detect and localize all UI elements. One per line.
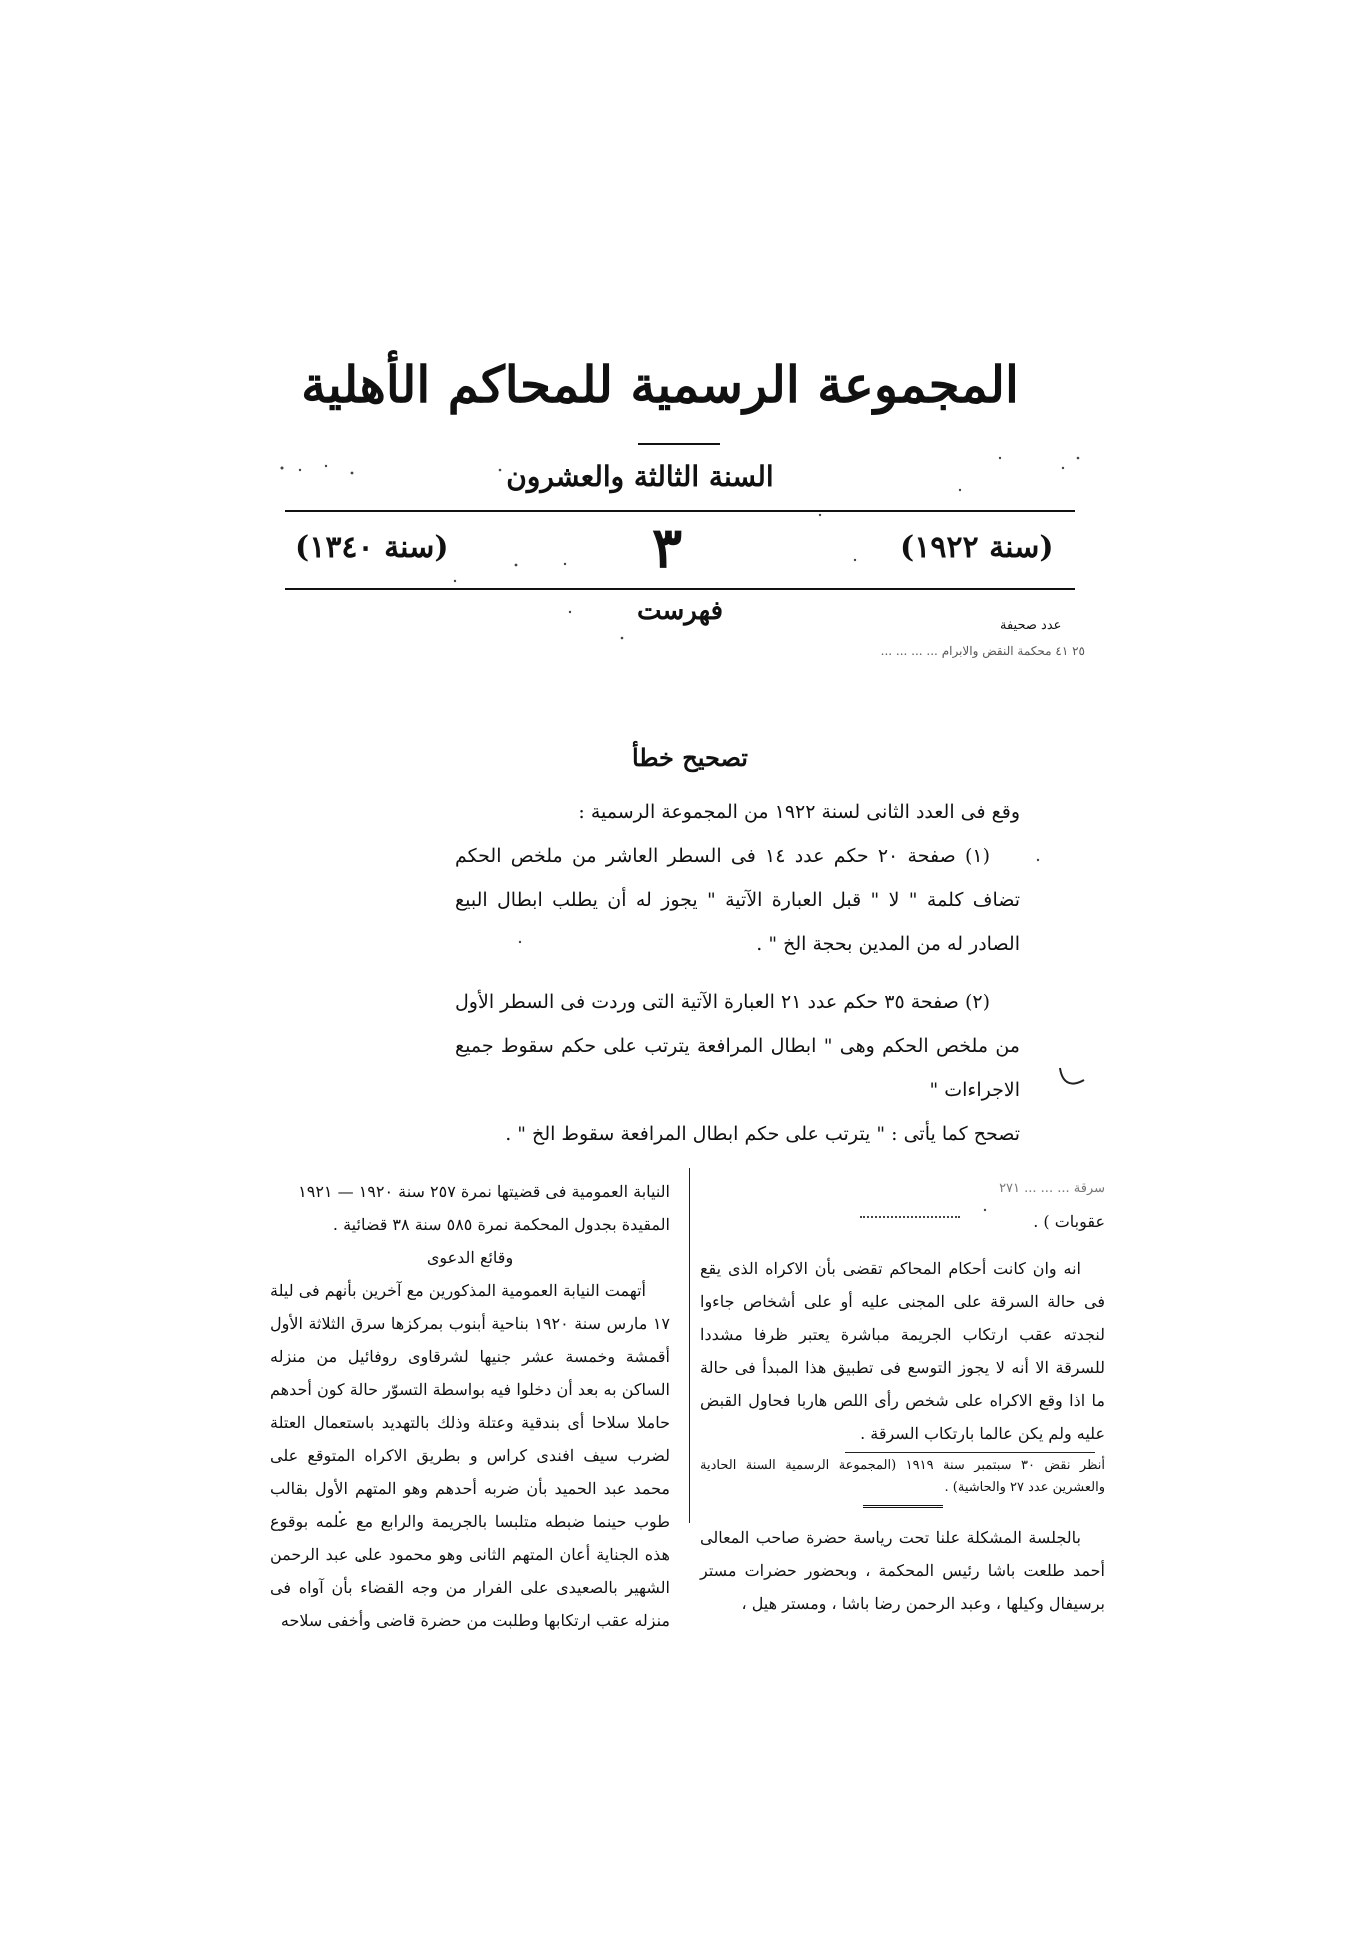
case-facts-paragraph: أتهمت النيابة العمومية المذكورين مع آخرين بأنهم فى ليلة ١٧ مارس سنة ١٩٢٠ بناحية أبنوب بمركزها سرق الثلاثة الأول أقمشة وخمسة عشر جنيها لشرقاوى روفائيل من منزله الساكن به بعد أن دخلوا فيه بواسطة التسوّر حالة كون أحدهم حاملا سلاحا أى بندقية وعتلة وذلك بالتهديد باستعمال العتلة لضرب سيف افندى كراس و بطريق الاكراه المتوقع على محمد عبد الحميد بأن ضربه أحدهم وهو المتهم الأول بقالب طوب حينما ضبطه متلبسا بالجريمة والرابع مع علمه بوقوع هذه الجناية أعان المتهم الثانى وهو محمود على عبد الرحمن الشهير بالصعيدى على الفرار من وجه القضاء بأن آواه فى منزله عقب ارتكابها وطلبت من حضرة قاضى وأخفى سلاحه xyxy=(270,1281,670,1630)
erratum-item-1: (١) صفحة ٢٠ حكم عدد ١٤ فى السطر العاشر من ملخص الحكم تضاف كلمة " لا " قبل العبارة الآتية " يجوز له أن يطلب ابطال البيع الصادر له من المدين بحجة الخ " . xyxy=(455,845,1020,955)
year-hijri: (سنة ١٣٤٠) xyxy=(295,530,449,565)
case-reference-line-2: المقيدة بجدول المحكمة نمرة ٥٨٥ سنة ٣٨ قضائية . xyxy=(332,1215,670,1234)
section-heading: وقائع الدعوى xyxy=(426,1248,514,1267)
year-gregorian: (سنة ١٩٢٢) xyxy=(900,530,1054,565)
footnote-rule xyxy=(845,1452,1095,1453)
judgment-summary: انه وان كانت أحكام المحاكم تقضى بأن الاكراه الذى يقع فى حالة السرقة على المجنى عليه أو على أشخاص جاءوا لنجدته عقب ارتكاب الجريمة مباشرة يعتبر ظرفا مشددا للسرقة الا أنه لا يجوز التوسع فى تطبيق هذا المبدأ فى حالة ما اذا وقع الاكراه على شخص رأى اللص هاربا فحاول القبض عليه ولم يكن عالما بارتكاب السرقة . xyxy=(700,1259,1105,1443)
erratum-title: تصحيح خطأ xyxy=(632,743,748,772)
erratum-item-2-fix: تصحح كما يأتى : " يترتب على حكم ابطال المرافعة سقوط الخ " . xyxy=(505,1123,1020,1145)
erratum-body xyxy=(455,790,1020,1156)
index-column-labels: عدد صحيفة xyxy=(1000,618,1062,633)
handwritten-mark xyxy=(1052,1058,1092,1098)
right-line-0: عقوبات ) . xyxy=(1033,1212,1105,1231)
right-column xyxy=(700,1172,1105,1620)
page-title: المجموعة الرسمية للمحاكم الأهلية xyxy=(301,355,1019,414)
double-rule xyxy=(863,1505,943,1511)
faint-running-line: سرقة ... ... ... ٢٧١ xyxy=(999,1181,1105,1196)
session-paragraph: بالجلسة المشكلة علنا تحت رياسة حضرة صاحب المعالى أحمد طلعت باشا رئيس المحكمة ، وبحضور حضرات مستر برسيفال وكيلها ، وعبد الرحمن رضا باشا ، ومستر هيل ، xyxy=(700,1528,1105,1613)
left-column xyxy=(270,1175,670,1637)
header-rule-top xyxy=(285,510,1075,512)
title-divider xyxy=(638,443,720,445)
header-rule-bottom xyxy=(285,588,1075,590)
erratum-intro: وقع فى العدد الثانى لسنة ١٩٢٢ من المجموعة الرسمية : xyxy=(578,801,1020,823)
page-subtitle: السنة الثالثة والعشرون xyxy=(506,460,774,493)
footnote: أنظر نقض ٣٠ سبتمبر سنة ١٩١٩ (المجموعة الرسمية السنة الحادية والعشرين عدد ٢٧ والحاشية) . xyxy=(700,1458,1105,1495)
issue-number: ٣ xyxy=(652,515,683,581)
index-heading: فهرست xyxy=(636,596,724,626)
column-divider xyxy=(689,1168,690,1523)
erratum-item-2: (٢) صفحة ٣٥ حكم عدد ٢١ العبارة الآتية التى وردت فى السطر الأول من ملخص الحكم وهى " ابطال المرافعة يترتب على حكم سقوط جميع الاجراءات " xyxy=(455,991,1020,1101)
index-row: ٢٥ ٤١ محكمة النقض والابرام ... ... ... ... xyxy=(880,644,1085,658)
case-reference-line-1: النيابة العمومية فى قضيتها نمرة ٢٥٧ سنة ١٩٢٠ — ١٩٢١ xyxy=(298,1182,670,1201)
